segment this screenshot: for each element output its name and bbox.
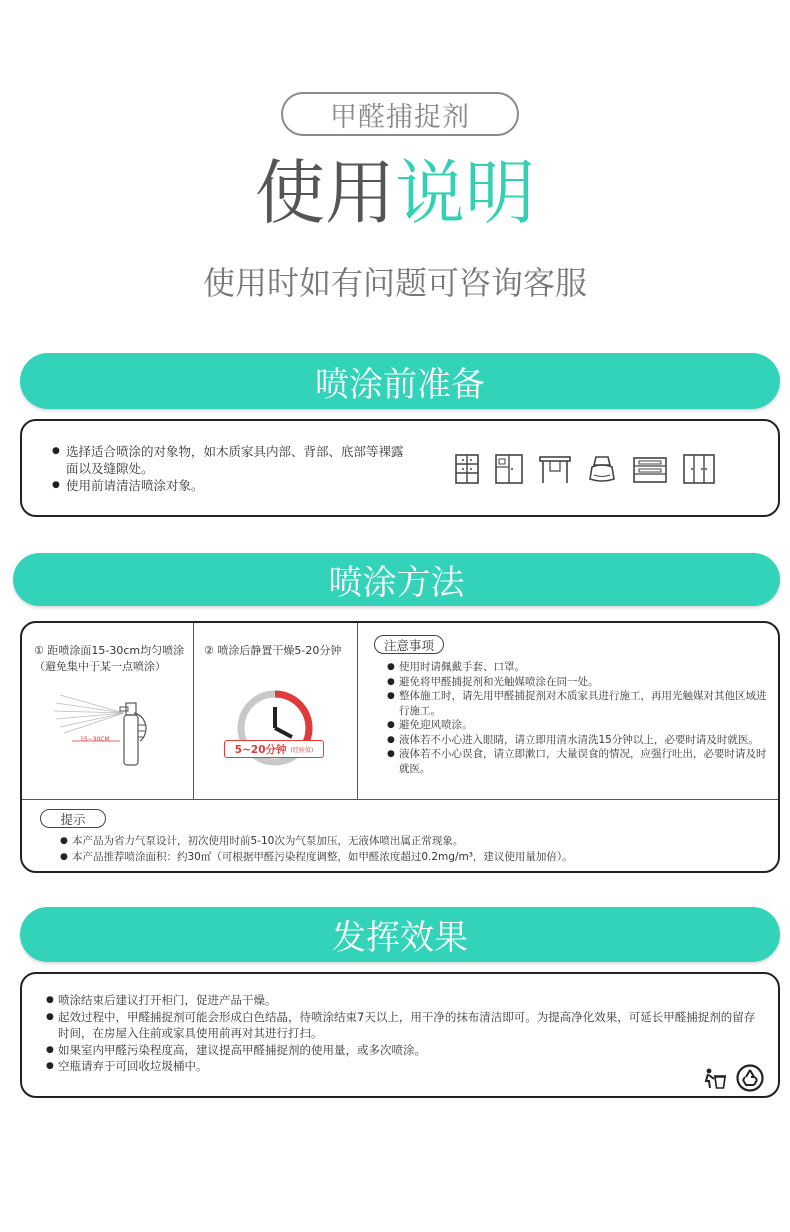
lamp-icon bbox=[586, 453, 618, 485]
prep-banner-label: 喷涂前准备 bbox=[315, 364, 485, 405]
list-item: ● 避免将甲醛捕捉剂和光触媒喷涂在同一处。 bbox=[387, 675, 767, 690]
notes-title: 注意事项 bbox=[383, 637, 434, 653]
title-accent: 说明 bbox=[395, 152, 535, 234]
dresser-icon bbox=[632, 453, 668, 485]
method-box bbox=[20, 621, 780, 873]
page-title bbox=[0, 150, 790, 236]
spray-bottle-illustration bbox=[42, 683, 182, 773]
prep-box bbox=[20, 419, 780, 517]
list-item: ● 避免迎风喷涂。 bbox=[387, 718, 767, 733]
list-item: ● 使用时请佩戴手套、口罩。 bbox=[387, 660, 767, 675]
list-item: ● 本产品为省力气泵设计，初次使用时前5-10次为气泵加压，无液体喷出属正常现象。 bbox=[60, 833, 760, 849]
drying-time-note: (经验值) bbox=[290, 746, 314, 754]
tips-title-tag bbox=[40, 809, 106, 828]
effect-banner bbox=[20, 907, 780, 962]
effect-box bbox=[20, 972, 780, 1098]
furniture-icons bbox=[454, 451, 754, 487]
wardrobe-icon bbox=[494, 453, 524, 485]
step1-text: ① 距喷涂面15-30cm均匀喷涂（避免集中于某一点喷涂） bbox=[34, 644, 185, 673]
product-name: 甲醛捕捉剂 bbox=[330, 101, 470, 133]
divider bbox=[193, 623, 194, 799]
product-name-pill bbox=[281, 92, 519, 136]
cabinet-icon bbox=[454, 453, 480, 485]
drying-time: 5~20分钟 bbox=[234, 743, 287, 756]
list-item: ● 起效过程中，甲醛捕捉剂可能会形成白色结晶，待喷涂结束7天以上，用干净的抹布清洁即可。为提高净化效果，可延长甲醛捕捉剂的留存时间，在房屋入住前或家具使用前再对其进行打扫。 bbox=[46, 1009, 766, 1042]
method-banner-label: 喷涂方法 bbox=[328, 563, 465, 603]
drying-time-badge bbox=[224, 740, 324, 758]
effect-list bbox=[46, 992, 766, 1075]
method-banner bbox=[13, 553, 780, 606]
distance-label: 15~30CM bbox=[80, 736, 110, 743]
tips-title: 提示 bbox=[60, 811, 86, 827]
list-item: ● 选择适合喷涂的对象物，如木质家具内部、背部、底部等裸露面以及缝隙处。 bbox=[52, 443, 412, 477]
list-item: ● 整体施工时，请先用甲醛捕捉剂对木质家具进行施工，再用光触媒对其他区域进行施工。 bbox=[387, 689, 767, 718]
step2-text: ② 喷涂后静置干燥5-20分钟 bbox=[204, 644, 342, 657]
list-item: ● 空瓶请弃于可回收垃圾桶中。 bbox=[46, 1058, 766, 1075]
list-item: ● 如果室内甲醛污染程度高，建议提高甲醛捕捉剂的使用量，或多次喷涂。 bbox=[46, 1042, 766, 1059]
list-item: ● 液体若不小心进入眼睛，请立即用清水清洗15分钟以上，必要时请及时就医。 bbox=[387, 733, 767, 748]
list-item: ● 液体若不小心误食，请立即漱口，大量误食的情况，应强行吐出，必要时请及时就医。 bbox=[387, 747, 767, 776]
title-dark: 使用 bbox=[255, 152, 395, 234]
recycle-icon bbox=[736, 1064, 764, 1092]
tips-list bbox=[60, 833, 760, 865]
list-item: ● 使用前请清洁喷涂对象。 bbox=[52, 477, 412, 494]
notes-list bbox=[387, 660, 767, 776]
divider bbox=[22, 799, 780, 800]
notes-title-tag bbox=[374, 635, 444, 654]
table-icon bbox=[538, 453, 572, 485]
prep-list bbox=[52, 443, 412, 494]
list-item: ● 喷涂结束后建议打开柜门，促进产品干燥。 bbox=[46, 992, 766, 1009]
divider bbox=[357, 623, 358, 799]
effect-banner-label: 发挥效果 bbox=[332, 918, 468, 958]
trash-disposal-icon bbox=[704, 1066, 728, 1090]
closet-icon bbox=[682, 453, 716, 485]
prep-banner bbox=[20, 353, 780, 409]
page-subtitle: 使用时如有问题可咨询客服 bbox=[202, 264, 587, 302]
list-item: ● 本产品推荐喷涂面积：约30㎡（可根据甲醛污染程度调整，如甲醛浓度超过0.2mg/m³，建议使用量加倍）。 bbox=[60, 849, 760, 865]
